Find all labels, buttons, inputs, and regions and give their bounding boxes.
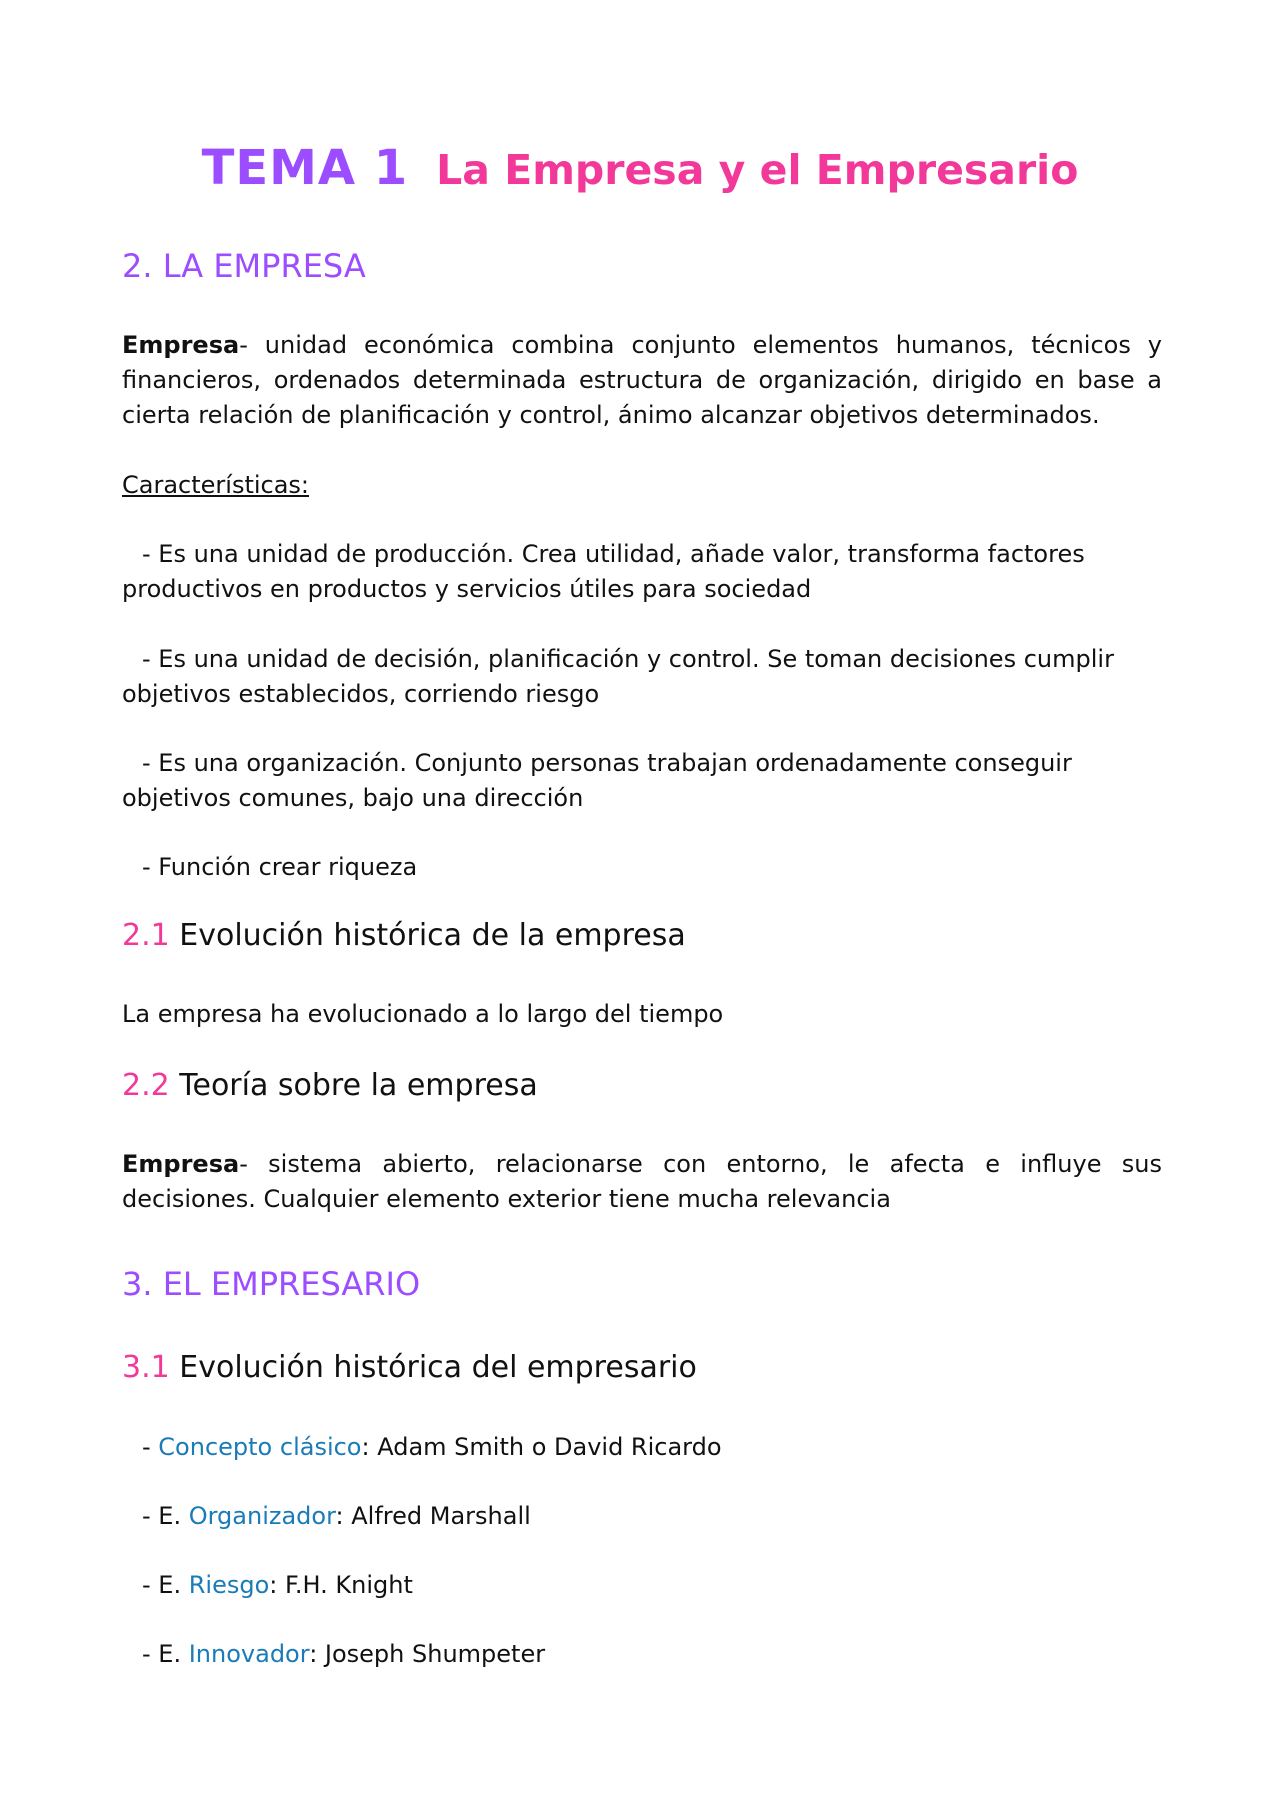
list-item: - Función crear riqueza xyxy=(142,853,418,881)
concept-term: Concepto clásico xyxy=(158,1433,362,1461)
list-item: - Es una organización. Conjunto personas trabajan ordenadamente conseguir objetivos comunes, bajo una dirección xyxy=(122,749,1072,812)
definition-text: - unidad económica combina conjunto elementos humanos, técnicos y financieros, ordenados determinada estructura de organización, dirigido en base a cierta relación de planificación y control, ánimo alcanzar objetivos determinados. xyxy=(122,331,1162,429)
subsection-heading-3-1: 3.1 Evolución histórica del empresario xyxy=(122,1350,697,1385)
concept-term: Innovador xyxy=(188,1640,310,1668)
document-title xyxy=(0,140,1280,196)
concept-term: Riesgo xyxy=(188,1571,270,1599)
list-item: - Es una unidad de decisión, planificación y control. Se toman decisiones cumplir objetivos establecidos, corriendo riesgo xyxy=(122,645,1114,708)
caracteristicas-label: Características: xyxy=(122,471,310,499)
definition-term: Empresa xyxy=(122,331,240,359)
section-heading-empresario: 3. EL EMPRESARIO xyxy=(122,1265,421,1303)
concept-term: Organizador xyxy=(188,1502,336,1530)
evolucion-empresa-text: La empresa ha evolucionado a lo largo del tiempo xyxy=(122,1000,724,1028)
subsection-heading-2-2: 2.2 Teoría sobre la empresa xyxy=(122,1068,538,1103)
list-item: - E. Organizador: Alfred Marshall xyxy=(142,1502,531,1530)
tema-label: TEMA 1 xyxy=(201,140,409,196)
section-heading-empresa: 2. LA EMPRESA xyxy=(122,247,366,285)
list-item: - E. Riesgo: F.H. Knight xyxy=(142,1571,413,1599)
definition-term: Empresa xyxy=(122,1150,240,1178)
empresa-definition xyxy=(122,328,1162,433)
list-item: - Es una unidad de producción. Crea utilidad, añade valor, transforma factores productivos en productos y servicios útiles para sociedad xyxy=(122,540,1085,603)
teoria-empresa-text: Empresa- sistema abierto, relacionarse con entorno, le afecta e influye sus decisiones. Cualquier elemento exterior tiene mucha relevancia xyxy=(122,1150,1162,1213)
subsection-heading-2-1: 2.1 Evolución histórica de la empresa xyxy=(122,918,686,953)
tema-subtitle: La Empresa y el Empresario xyxy=(436,146,1079,194)
list-item: - E. Innovador: Joseph Shumpeter xyxy=(142,1640,546,1668)
list-item: - Concepto clásico: Adam Smith o David Ricardo xyxy=(142,1433,722,1461)
